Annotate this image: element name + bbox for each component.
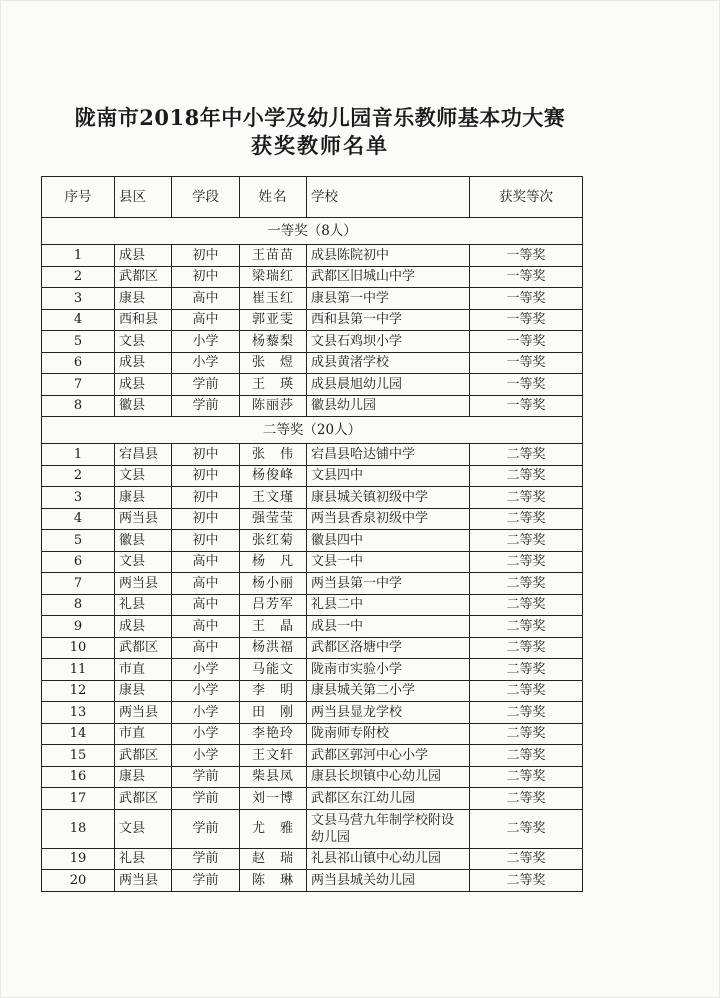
cell-name: 王文瑾 [240,487,307,509]
table-row [42,594,583,616]
cell-level: 学前 [172,788,240,810]
header-cell-name: 姓名 [240,177,307,218]
cell-name: 刘一博 [240,788,307,810]
cell-number: 14 [42,723,115,745]
table-row [42,465,583,487]
cell-name: 崔玉红 [240,288,307,310]
table-row [42,551,583,573]
cell-number: 3 [42,487,115,509]
cell-county: 市直 [115,723,172,745]
section-heading-row [42,417,583,444]
cell-county: 武都区 [115,266,172,288]
table-row [42,508,583,530]
cell-award: 一等奖 [470,245,583,267]
cell-award: 二等奖 [470,766,583,788]
cell-level: 小学 [172,745,240,767]
cell-school: 礼县祁山镇中心幼儿园 [307,848,470,870]
table-row [42,573,583,595]
cell-name: 梁瑞红 [240,266,307,288]
cell-school: 西和县第一中学 [307,309,470,331]
cell-county: 两当县 [115,702,172,724]
cell-number: 20 [42,870,115,892]
cell-school: 宕昌县哈达铺中学 [307,444,470,466]
cell-award: 二等奖 [470,680,583,702]
cell-number: 3 [42,288,115,310]
cell-county: 宕昌县 [115,444,172,466]
cell-award: 二等奖 [470,637,583,659]
cell-level: 高中 [172,594,240,616]
page-title: 陇南市2018年中小学及幼儿园音乐教师基本功大赛 [74,105,566,130]
cell-award: 二等奖 [470,870,583,892]
table-row [42,702,583,724]
cell-award: 二等奖 [470,702,583,724]
table-row [42,680,583,702]
cell-award: 二等奖 [470,745,583,767]
cell-school: 两当县显龙学校 [307,702,470,724]
cell-county: 康县 [115,680,172,702]
table-row [42,444,583,466]
cell-name: 陈 琳 [240,870,307,892]
cell-number: 7 [42,374,115,396]
cell-school: 成县晨旭幼儿园 [307,374,470,396]
cell-award: 一等奖 [470,309,583,331]
cell-level: 初中 [172,530,240,552]
cell-level: 初中 [172,465,240,487]
cell-county: 文县 [115,551,172,573]
cell-school: 成县陈院初中 [307,245,470,267]
cell-county: 两当县 [115,508,172,530]
cell-county: 武都区 [115,745,172,767]
cell-number: 12 [42,680,115,702]
header-cell-level: 学段 [172,177,240,218]
cell-county: 成县 [115,616,172,638]
cell-school: 两当县第一中学 [307,573,470,595]
cell-number: 5 [42,331,115,353]
cell-school: 陇南市实验小学 [307,659,470,681]
cell-award: 二等奖 [470,444,583,466]
cell-number: 17 [42,788,115,810]
cell-award: 一等奖 [470,352,583,374]
table-row [42,616,583,638]
cell-level: 学前 [172,395,240,417]
cell-name: 田 刚 [240,702,307,724]
cell-number: 4 [42,508,115,530]
cell-award: 二等奖 [470,659,583,681]
cell-award: 二等奖 [470,508,583,530]
cell-level: 小学 [172,659,240,681]
cell-level: 初中 [172,487,240,509]
cell-level: 初中 [172,508,240,530]
cell-level: 初中 [172,444,240,466]
cell-number: 10 [42,637,115,659]
page-subtitle: 获奖教师名单 [251,133,389,158]
cell-level: 学前 [172,848,240,870]
cell-name: 赵 瑞 [240,848,307,870]
cell-name: 郭亚雯 [240,309,307,331]
cell-number: 5 [42,530,115,552]
cell-number: 18 [42,809,115,848]
cell-school: 徽县幼儿园 [307,395,470,417]
section-heading: 一等奖（8人） [42,218,583,245]
cell-level: 学前 [172,374,240,396]
table-row [42,245,583,267]
cell-number: 11 [42,659,115,681]
section-heading-row [42,218,583,245]
cell-number: 6 [42,551,115,573]
header-cell-county: 县区 [115,177,172,218]
cell-award: 二等奖 [470,530,583,552]
cell-school: 康县城关第二小学 [307,680,470,702]
table-row [42,848,583,870]
table-row [42,487,583,509]
cell-name: 张红菊 [240,530,307,552]
table-row [42,395,583,417]
cell-number: 13 [42,702,115,724]
cell-level: 高中 [172,637,240,659]
cell-number: 1 [42,444,115,466]
cell-county: 两当县 [115,573,172,595]
cell-number: 8 [42,594,115,616]
cell-level: 小学 [172,352,240,374]
table-row [42,309,583,331]
cell-school: 康县城关镇初级中学 [307,487,470,509]
cell-number: 8 [42,395,115,417]
cell-name: 李艳玲 [240,723,307,745]
cell-name: 尤 雅 [240,809,307,848]
table-body [42,218,583,892]
cell-school: 两当县香泉初级中学 [307,508,470,530]
cell-name: 柴县凤 [240,766,307,788]
cell-number: 6 [42,352,115,374]
cell-number: 1 [42,245,115,267]
cell-name: 李 明 [240,680,307,702]
cell-level: 高中 [172,551,240,573]
cell-award: 一等奖 [470,266,583,288]
cell-school: 武都区旧城山中学 [307,266,470,288]
cell-level: 初中 [172,245,240,267]
cell-level: 初中 [172,266,240,288]
cell-name: 杨 凡 [240,551,307,573]
cell-county: 康县 [115,288,172,310]
cell-name: 张 伟 [240,444,307,466]
cell-school: 康县第一中学 [307,288,470,310]
header-cell-number: 序号 [42,177,115,218]
cell-county: 文县 [115,809,172,848]
cell-award: 一等奖 [470,395,583,417]
cell-county: 武都区 [115,637,172,659]
cell-name: 马能文 [240,659,307,681]
table-row [42,530,583,552]
cell-number: 16 [42,766,115,788]
cell-level: 学前 [172,870,240,892]
table-header-row [42,177,583,218]
cell-name: 王苗苗 [240,245,307,267]
cell-level: 高中 [172,573,240,595]
cell-level: 高中 [172,288,240,310]
cell-award: 二等奖 [470,465,583,487]
cell-level: 小学 [172,702,240,724]
cell-level: 小学 [172,723,240,745]
cell-number: 2 [42,465,115,487]
cell-award: 二等奖 [470,848,583,870]
awards-table [41,176,583,892]
table-row [42,331,583,353]
cell-level: 小学 [172,331,240,353]
cell-award: 二等奖 [470,723,583,745]
cell-award: 一等奖 [470,288,583,310]
cell-name: 杨洪福 [240,637,307,659]
table-row [42,374,583,396]
cell-name: 吕芳军 [240,594,307,616]
cell-name: 杨藜梨 [240,331,307,353]
table-row [42,723,583,745]
cell-school: 武都区郭河中心小学 [307,745,470,767]
table-row [42,266,583,288]
cell-school: 礼县二中 [307,594,470,616]
cell-school: 文县石鸡坝小学 [307,331,470,353]
cell-award: 二等奖 [470,616,583,638]
cell-award: 二等奖 [470,551,583,573]
cell-name: 强莹莹 [240,508,307,530]
cell-level: 高中 [172,616,240,638]
cell-award: 一等奖 [470,374,583,396]
table-row [42,809,583,848]
cell-school: 武都区洛塘中学 [307,637,470,659]
cell-school: 徽县四中 [307,530,470,552]
cell-number: 19 [42,848,115,870]
cell-award: 二等奖 [470,594,583,616]
cell-county: 两当县 [115,870,172,892]
table-row [42,288,583,310]
cell-county: 成县 [115,245,172,267]
cell-school: 文县四中 [307,465,470,487]
cell-school: 康县长坝镇中心幼儿园 [307,766,470,788]
cell-level: 学前 [172,809,240,848]
cell-county: 文县 [115,331,172,353]
cell-school: 成县黄渚学校 [307,352,470,374]
cell-name: 杨小丽 [240,573,307,595]
table-row [42,637,583,659]
cell-name: 陈丽莎 [240,395,307,417]
cell-award: 二等奖 [470,788,583,810]
cell-county: 徽县 [115,395,172,417]
cell-county: 文县 [115,465,172,487]
cell-name: 杨俊峰 [240,465,307,487]
cell-school: 成县一中 [307,616,470,638]
table-row [42,870,583,892]
cell-name: 王文轩 [240,745,307,767]
cell-county: 礼县 [115,594,172,616]
cell-county: 成县 [115,374,172,396]
cell-award: 二等奖 [470,809,583,848]
cell-county: 市直 [115,659,172,681]
cell-school: 两当县城关幼儿园 [307,870,470,892]
cell-county: 礼县 [115,848,172,870]
table-row [42,788,583,810]
cell-number: 2 [42,266,115,288]
cell-school: 文县马营九年制学校附设幼儿园 [307,809,470,848]
cell-school: 文县一中 [307,551,470,573]
table-row [42,745,583,767]
table-row [42,766,583,788]
cell-level: 高中 [172,309,240,331]
cell-county: 成县 [115,352,172,374]
header-cell-school: 学校 [307,177,470,218]
cell-number: 15 [42,745,115,767]
cell-county: 西和县 [115,309,172,331]
section-heading: 二等奖（20人） [42,417,583,444]
cell-number: 7 [42,573,115,595]
header-cell-award: 获奖等次 [470,177,583,218]
cell-level: 学前 [172,766,240,788]
cell-name: 张 煜 [240,352,307,374]
cell-county: 徽县 [115,530,172,552]
cell-name: 王 晶 [240,616,307,638]
cell-award: 二等奖 [470,573,583,595]
cell-name: 王 瑛 [240,374,307,396]
cell-school: 陇南师专附校 [307,723,470,745]
table-row [42,352,583,374]
cell-number: 9 [42,616,115,638]
cell-number: 4 [42,309,115,331]
cell-county: 康县 [115,487,172,509]
cell-award: 一等奖 [470,331,583,353]
cell-level: 小学 [172,680,240,702]
table-row [42,659,583,681]
cell-county: 康县 [115,766,172,788]
cell-school: 武都区东江幼儿园 [307,788,470,810]
cell-award: 二等奖 [470,487,583,509]
cell-county: 武都区 [115,788,172,810]
